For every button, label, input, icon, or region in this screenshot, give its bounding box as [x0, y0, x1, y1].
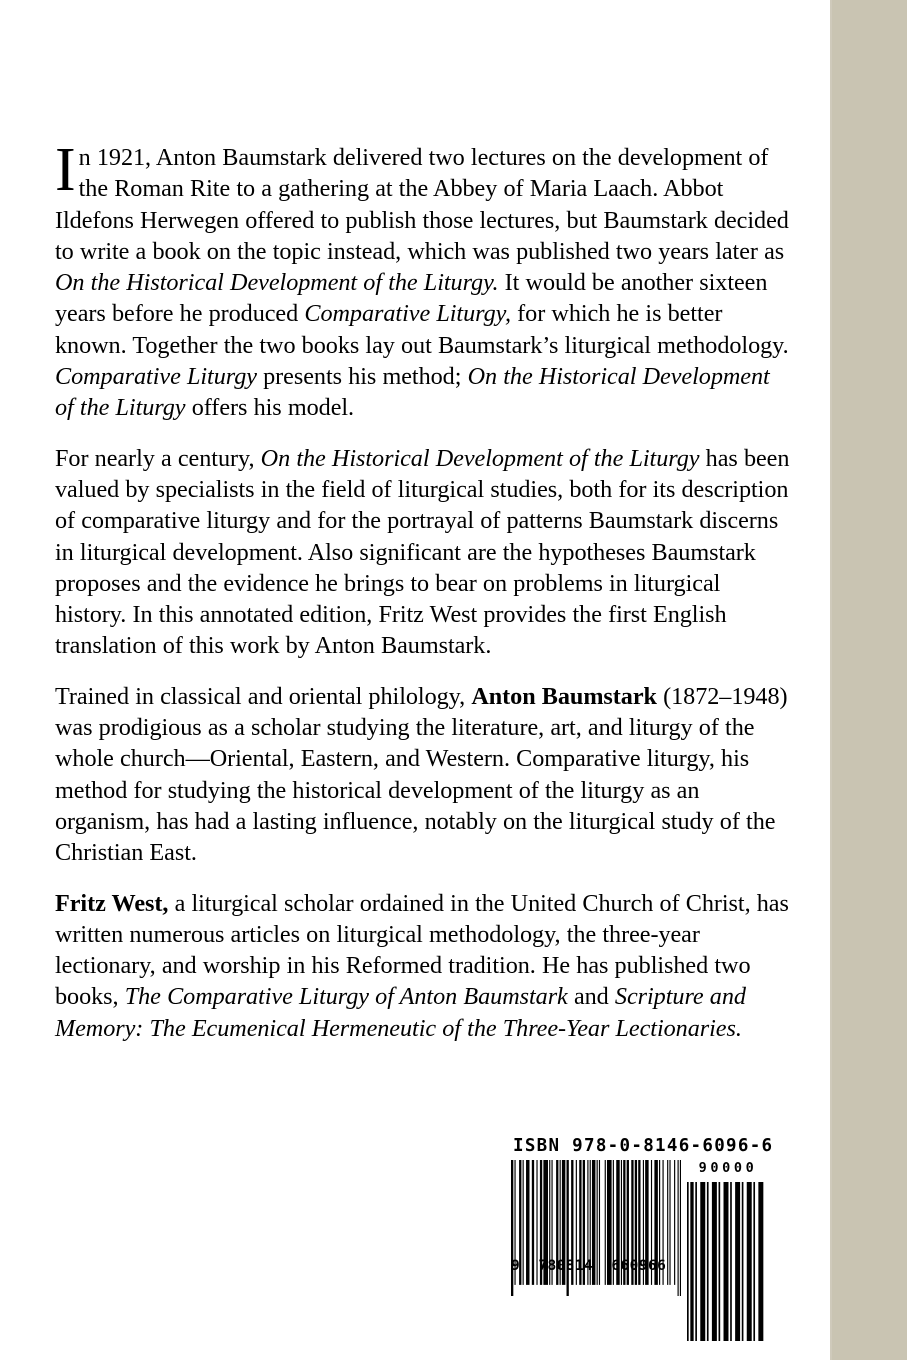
back-cover-blurb — [55, 136, 793, 1044]
text-run: has been valued by specialists in the field of liturgical studies, both for its description of comparative liturgy and for the portrayal of patterns Baumstark discerns in liturgical development. Also significant are the hypotheses Baumstark proposes and the evidence he brings to bear on problems in liturgical history. In this annotated edition, Fritz West provides the first English translation of this work by Anton Baumstark. — [55, 444, 790, 660]
paragraph-author-bio — [55, 681, 793, 869]
italic-title: On the Historical Development of the Liturgy — [55, 363, 770, 422]
text-run: presents his method; — [256, 363, 468, 391]
text-run: It would be another sixteen years before he produced — [55, 269, 768, 328]
ean5-addon-barcode — [687, 1182, 765, 1278]
text-run: and — [567, 983, 615, 1011]
isbn-label: ISBN 978-0-8146-6096-6 — [513, 1136, 774, 1156]
bold-name: Anton Baumstark — [471, 682, 657, 710]
addon-digits: 90000 — [698, 1160, 758, 1176]
italic-title: Comparative Liturgy, — [304, 300, 511, 328]
text-run: for which he is better known. Together the two books lay out Baumstark’s liturgical methodology. — [55, 300, 789, 359]
text-run: a liturgical scholar ordained in the United Church of Christ, has written numerous articles on liturgical methodology, the three-year lectionary, and worship in his Reformed tradition. He has published two books, — [55, 889, 789, 1011]
italic-title: Scripture and Memory: The Ecumenical Hermeneutic of the Three-Year Lectionaries. — [55, 983, 746, 1042]
paragraph-reception — [55, 443, 793, 662]
barcode-graphics — [511, 1160, 773, 1278]
ean5-bars-icon — [687, 1182, 765, 1341]
paragraph-opening — [55, 136, 793, 424]
text-run: offers his model. — [185, 394, 355, 422]
text-run: (1872–1948) was prodigious as a scholar studying the literature, art, and liturgy of the whole church—Oriental, Eastern, and Western. Comparative liturgy, his method for studying the historical development of the liturgy as an organism, has had a lasting influence, notably on the liturgical study of the Christian East. — [55, 682, 788, 867]
ean13-bars-icon — [511, 1160, 681, 1296]
bold-name: Fritz West, — [55, 889, 169, 917]
italic-title: Comparative Liturgy — [55, 363, 257, 391]
isbn-barcode-block — [511, 1136, 773, 1278]
text-run: For nearly a century, — [55, 444, 261, 472]
spine-edge-band — [832, 0, 907, 1360]
text-run: n 1921, Anton Baumstark delivered two lectures on the development of the Roman Rite to a gathering at the Abbey of Maria Laach. Abbot Ildefons Herwegen offered to publish those lectures, but Baumstark decided to write a book on the topic instead, which was published two years later as — [55, 144, 789, 265]
italic-title: On the Historical Development of the Liturgy. — [55, 269, 499, 297]
ean13-digits: 9 780814 660966 — [511, 1258, 667, 1274]
drop-cap: I — [55, 136, 76, 204]
paragraph-translator-bio — [55, 888, 793, 1044]
italic-title: On the Historical Development of the Liturgy — [260, 444, 700, 472]
italic-title: The Comparative Liturgy of Anton Baumstark — [124, 983, 568, 1011]
text-run: Trained in classical and oriental philology, — [55, 682, 472, 710]
